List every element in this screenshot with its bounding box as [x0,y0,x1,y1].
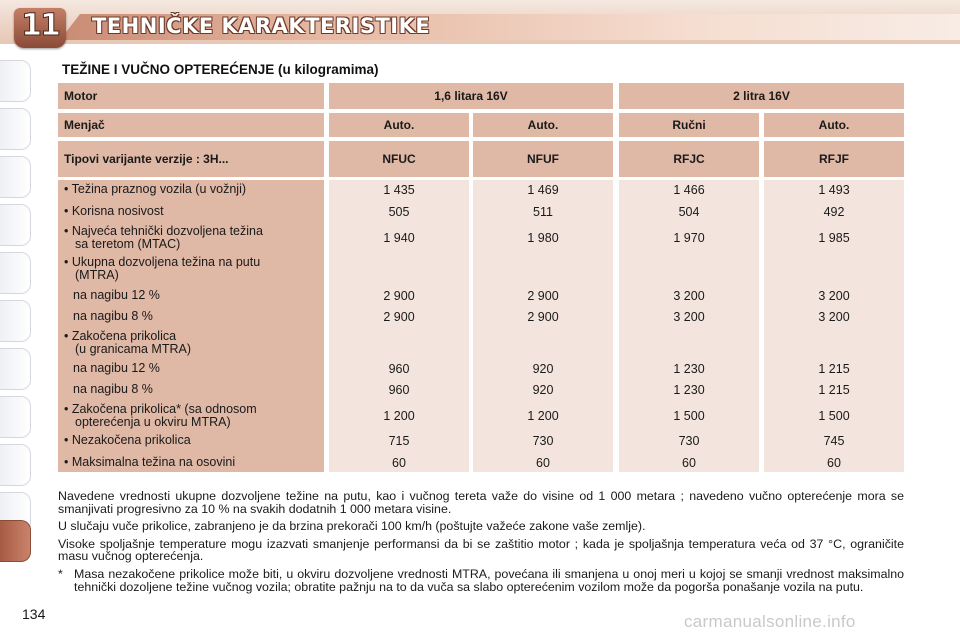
chapter-number: 11 [21,8,59,43]
tip-value: NFUF [473,141,613,177]
row-label-line: (u granicama MTRA) [75,342,191,356]
row-label-line: na nagibu 12 % [73,288,160,302]
row-label [64,362,331,375]
row-value: 2 900 [383,289,415,303]
row-label-line: na nagibu 8 % [73,382,153,396]
side-tab[interactable] [0,156,31,198]
row-value: 1 200 [383,409,415,423]
row-value: 1 980 [527,231,559,245]
side-tab[interactable] [0,60,31,102]
row-value: 920 [532,383,554,397]
row-value: 1 970 [673,231,705,245]
row-value: 60 [392,456,406,470]
row-label [64,383,331,396]
row-label-line: • Korisna nosivost [64,204,164,218]
row-label-line: • Težina praznog vozila (u vožnji) [64,182,247,196]
row-label-line: • Najveća tehnički dozvoljena težina [64,224,263,238]
row-value: 715 [388,434,410,448]
row-label-line: opterećenja u okviru MTRA) [75,415,231,429]
row-value: 1 435 [383,183,415,197]
row-label [64,205,322,218]
row-value: 1 985 [818,231,850,245]
note-paragraph: Visoke spoljašnje temperature mogu izazvati smanjenje performansi da bi se zaštitio motor ; kada je spoljašnja temperatura veća od 37 °C, ograničite masu vučnog opterećenja. [58,536,904,564]
side-tabs [0,60,34,580]
row-label-line: • Zakočena prikolica [64,329,177,343]
side-tab[interactable] [0,300,31,342]
row-value: 492 [823,205,845,219]
menjac-value: Auto. [329,113,469,137]
side-tab[interactable] [0,348,31,390]
row-value: 745 [823,434,845,448]
row-value: 511 [533,205,553,219]
row-value: 1 215 [818,383,850,397]
row-label-line: • Nezakočena prikolica [64,433,191,447]
row-label-line: sa teretom (MTAC) [75,237,181,251]
row-value: 1 469 [527,183,559,197]
row-value: 1 230 [673,383,705,397]
motor-group: 2 litra 16V [619,83,904,109]
footnote-text: Masa nezakočene prikolice može biti, u okviru dozvoljene vrednosti MTRA, povećana ili smanjena u onoj meri u kojoj se smanji vrednost maksimalno tehnički dozoljene težine vučnog vozila; obratite pažnju na to da vuča sa slabo opterećenim vozilom može da pogorša ponašanje vozila na putu. [74,566,904,594]
row-label-line: • Ukupna dozvoljena težina na putu [64,255,261,269]
row-value: 504 [678,205,700,219]
row-value: 1 215 [818,362,850,376]
watermark: carmanualsonline.info [684,612,856,631]
row-value: 2 900 [527,289,559,303]
row-value: 730 [678,434,700,448]
menjac-value: Ručni [619,113,759,137]
side-tab[interactable] [0,252,31,294]
row-label [64,330,322,356]
row-value: 3 200 [673,289,705,303]
menjac-value: Auto. [764,113,904,137]
row-value: 2 900 [527,310,559,324]
tip-label: Tipovi varijante verzije : 3H... [58,141,324,177]
tip-value: RFJC [619,141,759,177]
menjac-label: Menjač [58,113,324,137]
row-value: 1 200 [527,409,559,423]
row-value: 2 900 [383,310,415,324]
row-label [64,434,322,447]
motor-group: 1,6 litara 16V [329,83,613,109]
row-label [64,310,331,323]
row-value: 960 [388,383,410,397]
side-tab[interactable] [0,204,31,246]
row-value: 1 230 [673,362,705,376]
row-label [64,225,322,251]
chapter-title: TEHNIČKE KARAKTERISTIKE [92,14,431,38]
side-tab-active[interactable] [0,520,31,562]
note-paragraph: U slučaju vuče prikolice, zabranjeno je da brzina prekorači 100 km/h (poštujte važeće zakone vaše zemlje). [58,519,646,534]
row-value: 730 [532,434,554,448]
row-value: 920 [532,362,554,376]
row-label [64,183,322,196]
side-tab[interactable] [0,444,31,486]
row-value: 3 200 [818,310,850,324]
note-paragraph: Navedene vrednosti ukupne dozvoljene težine na putu, kao i vučnog tereta važe do visine od 1 000 metara ; navedeno vučno opterećenje mora se smanjivati progresivno za 10 % na svakih dodatnih 1 000 metara visine. [58,489,904,516]
footnote [58,568,904,593]
row-value: 60 [682,456,696,470]
motor-label: Motor [58,83,324,109]
row-value: 505 [388,205,410,219]
row-value: 60 [536,456,550,470]
row-label-line: na nagibu 12 % [73,361,160,375]
footnote-star: * [58,566,63,581]
row-label [64,456,322,469]
notes [58,490,904,593]
row-value: 960 [388,362,410,376]
row-label-line: • Zakočena prikolica* (sa odnosom [64,402,257,416]
row-label [64,289,331,302]
section-title: TEŽINE I VUČNO OPTEREĆENJE (u kilogramima) [62,62,379,77]
row-label [64,403,322,429]
tip-value: NFUC [329,141,469,177]
row-label-line: • Maksimalna težina na osovini [64,455,236,469]
page-number: 134 [22,606,46,622]
menjac-value: Auto. [473,113,613,137]
row-label-line: na nagibu 8 % [73,309,153,323]
tip-value: RFJF [764,141,904,177]
row-value: 1 466 [673,183,705,197]
row-label-line: (MTRA) [75,268,119,282]
side-tab[interactable] [0,396,31,438]
row-value: 1 493 [818,183,850,197]
row-label [64,256,322,282]
row-value: 3 200 [818,289,850,303]
row-value: 1 940 [383,231,415,245]
row-value: 1 500 [818,409,850,423]
row-value: 1 500 [673,409,705,423]
row-value: 3 200 [673,310,705,324]
side-tab[interactable] [0,108,31,150]
row-value: 60 [827,456,841,470]
